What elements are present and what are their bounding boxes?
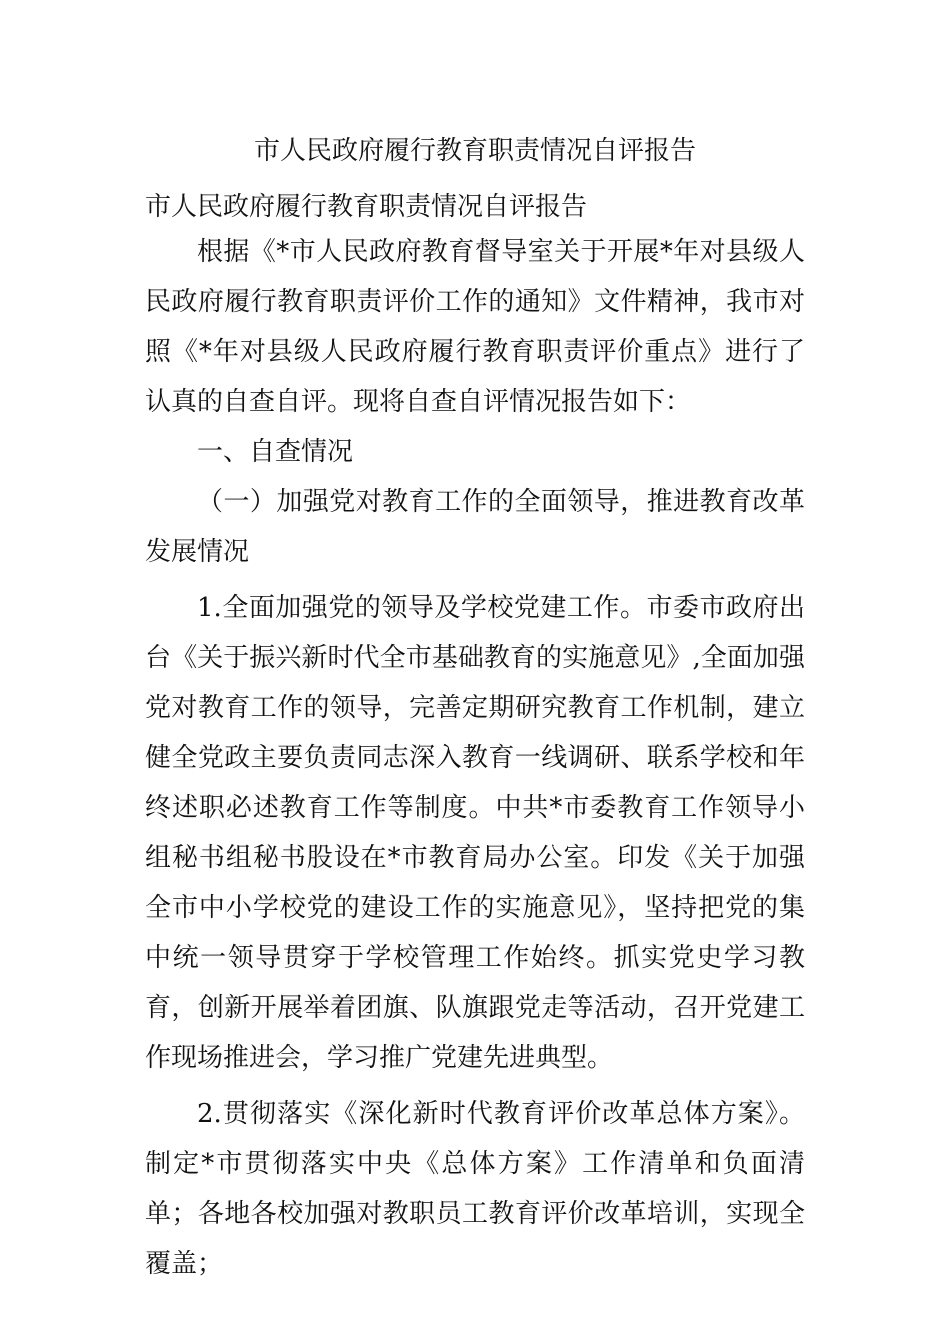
section-heading-self-check: 一、自查情况 [197, 437, 354, 467]
document-body [145, 133, 805, 1289]
paragraph-intro: 根据《*市人民政府教育督导室关于开展*年对县级人民政府履行教育职责评价工作的通知》文件精神，我市对照《*年对县级人民政府履行教育职责评价重点》进行了认真的自查自评。现将自查自评情况报告如下： [145, 237, 805, 417]
document-subtitle: 市人民政府履行教育职责情况自评报告 [145, 192, 588, 222]
subsection-heading-party-leadership: （一）加强党对教育工作的全面领导，推进教育改革发展情况 [145, 487, 805, 567]
document-title: 市人民政府履行教育职责情况自评报告 [253, 136, 696, 166]
paragraph-item-2: 2.贯彻落实《深化新时代教育评价改革总体方案》。制定*市贯彻落实中央《总体方案》工作清单和负面清单；各地各校加强对教职员工教育评价改革培训，实现全覆盖； [145, 1099, 805, 1279]
paragraph-item-1: 1.全面加强党的领导及学校党建工作。市委市政府出台《关于振兴新时代全市基础教育的实施意见》,全面加强党对教育工作的领导，完善定期研究教育工作机制，建立健全党政主要负责同志深入教育一线调研、联系学校和年终述职必述教育工作等制度。中共*市委教育工作领导小组秘书组秘书股设在*市教育局办公室。印发《关于加强全市中小学校党的建设工作的实施意见》，坚持把党的集中统一领导贯穿于学校管理工作始终。抓实党史学习教育，创新开展举着团旗、队旗跟党走等活动，召开党建工作现场推进会，学习推广党建先进典型。 [145, 593, 805, 1073]
